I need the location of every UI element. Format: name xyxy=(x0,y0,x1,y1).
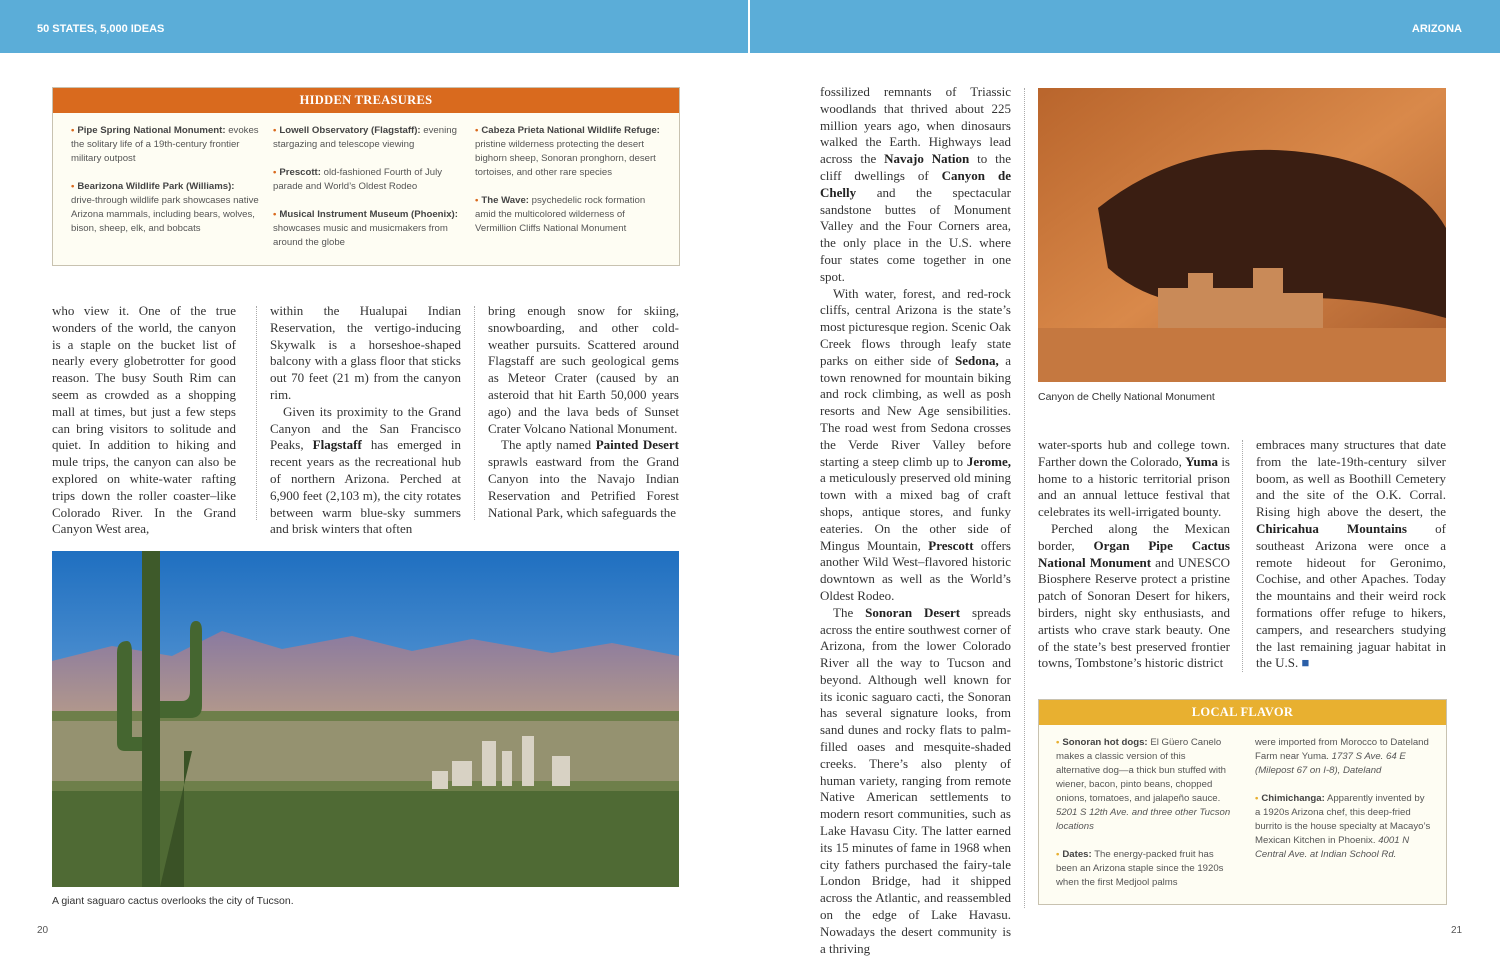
text-run: has emerged in recent years as the recreational hub of northern Arizona. Perched at 6,900 feet (2,103 m), the city rotates between warm blue-sky summers and brisk winters that often xyxy=(270,437,461,537)
text-run: a town renowned for mountain biking and rock climbing, as well as posh resorts and New Age sensibilities. The road west from Sedona crosses the Verde River Valley before starting a steep climb up to xyxy=(820,352,1011,469)
end-mark: ■ xyxy=(1301,655,1310,671)
item-text: evokes the solitary life of a 19th-century frontier military outpost xyxy=(71,125,259,164)
paragraph xyxy=(270,303,461,404)
item-text: pristine wilderness protecting the desert bighorn sheep, Sonoran pronghorn, desert tortoises, and other rare species xyxy=(475,139,656,178)
box-column xyxy=(1056,736,1232,904)
box-item xyxy=(1255,792,1431,862)
place-name: Prescott xyxy=(928,537,974,553)
item-title: Cabeza Prieta National Wildlife Refuge: xyxy=(481,125,660,136)
saguaro-tucson-photo xyxy=(52,551,679,887)
item-title: Dates: xyxy=(1062,849,1092,860)
box-column xyxy=(273,124,461,264)
text-run: to the cliff dwellings of xyxy=(820,151,1011,183)
place-name: Jerome, xyxy=(966,453,1011,469)
item-text: El Güero Canelo makes a classic version of this alternative dog—a thick bun stuffed with wiener, bacon, pinto beans, chopped onions, tomatoes, and jalapeño sauce. xyxy=(1056,737,1226,804)
box-column xyxy=(71,124,259,250)
running-header-left xyxy=(0,0,748,53)
text-run: The xyxy=(833,604,866,620)
text-run: and the spectacular sandstone buttes of Monument Valley and the Four Corners area, the only place in the U.S. where four states come together in one spot. xyxy=(820,184,1011,284)
item-text: evening stargazing and telescope viewing xyxy=(273,125,457,150)
text-run: within the Hualupai Indian Reservation, the vertigo-inducing Skywalk is a horseshoe-shaped balcony with a glass floor that sticks out 70 feet (21 m) from the canyon rim. xyxy=(270,303,461,402)
place-name: Yuma xyxy=(1185,453,1218,469)
place-name: Chiricahua Mountains xyxy=(1256,520,1407,536)
box-item xyxy=(1056,848,1232,890)
bullet-icon: • xyxy=(1255,793,1259,804)
text-run: The aptly named xyxy=(501,437,596,453)
bullet-icon: • xyxy=(273,209,277,220)
item-text: were imported from Morocco to Dateland Farm near Yuma. xyxy=(1255,737,1429,762)
box-item xyxy=(71,180,259,236)
text-run: a meticulously preserved old mining town with a mixed bag of craft shops, antique stores, and funky eateries. On the other side of Mingus Mountain, xyxy=(820,470,1011,553)
page-number-right: 21 xyxy=(1451,925,1463,936)
paragraph xyxy=(1038,437,1230,521)
column-divider xyxy=(1024,88,1025,908)
column-divider xyxy=(1242,440,1243,672)
item-title: Pipe Spring National Monument: xyxy=(77,125,226,136)
text-run: With water, forest, and red-rock cliffs, central Arizona is the state’s most picturesque region. Scenic Oak Creek flows through leafy state parks on either side of xyxy=(820,285,1011,368)
item-text: showcases music and musicmakers from around the globe xyxy=(273,223,448,248)
item-address: 1737 S Ave. 64 E (Milepost 67 on I-8), Dateland xyxy=(1255,751,1406,776)
place-name: Organ Pipe Cactus National Monument xyxy=(1038,537,1230,570)
paragraph xyxy=(820,605,1011,958)
text-run: and UNESCO Biosphere Reserve protect a pristine patch of Sonoran Desert for hikers, birders, night sky enthusiasts, and artists who crave stark beauty. One of the state’s best preserved frontier towns, Tombstone’s historic district xyxy=(1038,554,1231,671)
text-run: of southeast Arizona were once a remote hideout for Geronimo, Cochise, and other Apaches. Today the mountains and their weird rock formations offer refuge to hikers, campers, and researchers studying the last remaining jaguar habitat in the U.S. xyxy=(1256,520,1446,671)
box-column xyxy=(475,124,663,250)
place-name: Painted Desert xyxy=(595,437,679,453)
local-flavor-box xyxy=(1038,699,1447,905)
box-item xyxy=(1056,736,1232,834)
bullet-icon: • xyxy=(475,125,479,136)
body-column xyxy=(52,303,236,538)
text-run: offers another Wild West–flavored historic downtown as well as the World’s Oldest Rodeo. xyxy=(820,537,1011,603)
bullet-icon: • xyxy=(71,125,75,136)
box-item xyxy=(475,124,663,180)
text-run: sprawls eastward from the Grand Canyon into the Navajo Indian Reservation and Petrified Forest National Park, which safeguards the xyxy=(488,454,679,520)
text-run: who view it. One of the true wonders of the world, the canyon is a staple on the bucket list of nearly every globetrotter for good reason. The busy South Rim can seem as crowded as a shopping mall at times, but just a few steps can bring visitors to solitude and quiet. In addition to hiking and mule trips, the canyon can also be explored on white-water rafting trips down the roller coaster–like Colorado River. In the Grand Canyon West area, xyxy=(52,303,236,537)
hidden-treasures-box xyxy=(52,87,680,266)
place-name: Canyon de Chelly xyxy=(820,167,1011,200)
paragraph xyxy=(1038,521,1230,672)
paragraph xyxy=(488,303,679,437)
item-address: 5201 S 12th Ave. and three other Tucson locations xyxy=(1056,807,1231,832)
body-column xyxy=(1038,437,1230,672)
item-title: Musical Instrument Museum (Phoenix): xyxy=(279,209,458,220)
text-run: Perched along the Mexican border, xyxy=(1038,520,1230,553)
place-name: Navajo Nation xyxy=(884,151,970,167)
body-column xyxy=(270,303,461,538)
item-text: psychedelic rock formation amid the multicolored wilderness of Vermillion Cliffs National Monument xyxy=(475,195,646,234)
item-title: Lowell Observatory (Flagstaff): xyxy=(279,125,421,136)
box-item xyxy=(273,124,461,152)
item-address: 4001 N Central Ave. at Indian School Rd. xyxy=(1255,835,1410,860)
item-title: Bearizona Wildlife Park (Williams): xyxy=(77,181,235,192)
place-name: Sonoran Desert xyxy=(865,604,961,620)
bullet-icon: • xyxy=(71,181,75,192)
hidden-treasures-title: HIDDEN TREASURES xyxy=(53,88,679,113)
item-text: The energy-packed fruit has been an Arizona staple since the 1920s when the first Medjool palms xyxy=(1056,849,1224,888)
bullet-icon: • xyxy=(273,167,277,178)
paragraph xyxy=(52,303,236,538)
paragraph xyxy=(820,286,1011,605)
box-item xyxy=(71,124,259,166)
item-text: old-fashioned Fourth of July parade and World’s Oldest Rodeo xyxy=(273,167,443,192)
box-item xyxy=(273,208,461,250)
chapter-title: ARIZONA xyxy=(1411,23,1462,35)
page-number-left: 20 xyxy=(37,925,49,936)
canyon-caption: Canyon de Chelly National Monument xyxy=(1038,391,1215,403)
canyon-de-chelly-photo xyxy=(1038,88,1446,382)
place-name: Flagstaff xyxy=(312,437,362,453)
text-run: water-sports hub and college town. Farther down the Colorado, xyxy=(1038,437,1230,469)
item-text: Apparently invented by a 1920s Arizona chef, this deep-fried burrito is the house specialty at Macayo’s Mexican Kitchen in Phoenix. xyxy=(1255,793,1431,846)
saguaro-caption: A giant saguaro cactus overlooks the city of Tucson. xyxy=(52,895,294,907)
bullet-icon: • xyxy=(1056,737,1060,748)
bullet-icon: • xyxy=(1056,849,1060,860)
item-text: drive-through wildlife park showcases native Arizona mammals, including bears, wolves, bison, sheep, elk, and bobcats xyxy=(71,195,259,234)
paragraph xyxy=(270,404,461,538)
text-run: embraces many structures that date from the late-19th-century silver boom, as well as Boothill Cemetery and the site of the O.K. Corral. Rising high above the desert, the xyxy=(1256,437,1446,520)
text-run: spreads across the entire southwest corner of Arizona, from the lower Colorado River all the way to Tucson and beyond. Although well known for its iconic saguaro cacti, the Sonoran has several signature looks, from sand dunes and rocky flats to palm-filled oases and mesquite-shaded creeks. There’s also plenty of human variety, ranging from remote Native American settlements to modern resort communities, such as Lake Havasu City. The latter earned its 15 minutes of fame in 1968 when city fathers purchased the fairy-tale London Bridge, had it shipped across the Atlantic, and reassembled on the edge of Lake Havasu. Nowadays the desert community is a thriving xyxy=(820,604,1011,956)
body-column xyxy=(820,84,1011,957)
bullet-icon: • xyxy=(475,195,479,206)
item-title: The Wave: xyxy=(481,195,529,206)
item-title: Sonoran hot dogs: xyxy=(1062,737,1148,748)
bullet-icon: • xyxy=(273,125,277,136)
text-run: fossilized remnants of Triassic woodlands that thrived about 225 million years ago, when dinosaurs walked the Earth. Highways lead across the xyxy=(820,84,1011,167)
running-header-right xyxy=(750,0,1500,53)
book-title: 50 STATES, 5,000 IDEAS xyxy=(37,23,165,35)
text-run: is home to a historic territorial prison and an annual lettuce festival that celebrates its well-irrigated bounty. xyxy=(1038,453,1230,520)
paragraph xyxy=(488,437,679,521)
body-column xyxy=(1256,437,1446,672)
box-item xyxy=(475,194,663,236)
box-item xyxy=(1255,736,1431,778)
paragraph xyxy=(820,84,1011,286)
paragraph xyxy=(1256,437,1446,672)
text-run: bring enough snow for skiing, snowboarding, and other cold-weather pursuits. Scattered around Flagstaff are such geological gems as Meteor Crater (caused by an asteroid that hit Earth 50,000 years ago) and the lava beds of Sunset Crater Volcano National Monument. xyxy=(488,303,679,436)
local-flavor-title: LOCAL FLAVOR xyxy=(1039,700,1446,725)
box-item xyxy=(273,166,461,194)
place-name: Sedona, xyxy=(955,352,999,368)
box-column xyxy=(1255,736,1431,876)
column-divider xyxy=(474,306,475,520)
column-divider xyxy=(256,306,257,520)
item-title: Chimichanga: xyxy=(1261,793,1325,804)
body-column xyxy=(488,303,679,521)
text-run: Given its proximity to the Grand Canyon and the San Francisco Peaks, xyxy=(270,403,461,453)
item-title: Prescott: xyxy=(279,167,321,178)
